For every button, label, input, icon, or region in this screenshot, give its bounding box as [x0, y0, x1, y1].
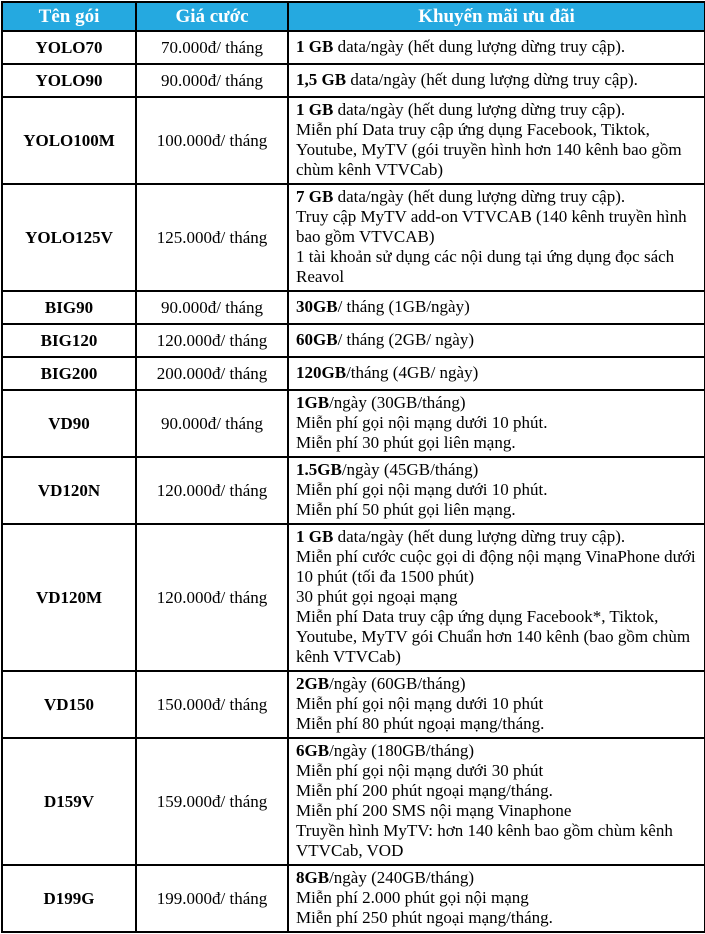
table-row — [2, 324, 705, 357]
promo-line: Miễn phí 200 SMS nội mạng Vinaphone — [296, 801, 572, 820]
price-cell: 159.000đ/ tháng — [136, 738, 288, 865]
promo-line: Miễn phí 30 phút gọi liên mạng. — [296, 433, 516, 452]
table-row — [2, 184, 705, 291]
table-row — [2, 64, 705, 97]
promo-cell — [288, 31, 705, 64]
promo-cell — [288, 357, 705, 390]
promo-line: 7 GB data/ngày (hết dung lượng dừng truy cập). — [296, 187, 626, 206]
promo-data-allowance: 6GB — [296, 741, 330, 760]
price-cell: 150.000đ/ tháng — [136, 671, 288, 738]
promo-line: 1GB/ngày (30GB/tháng) — [296, 393, 466, 412]
promo-line: 120GB/tháng (4GB/ ngày) — [296, 363, 479, 382]
promo-line: Miễn phí Data truy cập ứng dụng Facebook*, Tiktok, Youtube, MyTV gói Chuẩn hơn 140 kênh (bao gồm chùm kênh VTVCab) — [296, 607, 691, 666]
promo-cell — [288, 865, 705, 932]
price-cell: 90.000đ/ tháng — [136, 64, 288, 97]
promo-data-allowance: 120GB — [296, 363, 347, 382]
promo-line: Miễn phí gọi nội mạng dưới 10 phút. — [296, 480, 548, 499]
table-header — [2, 2, 705, 31]
promo-line: 30 phút gọi ngoại mạng — [296, 587, 458, 606]
promo-data-allowance: 1,5 GB — [296, 70, 347, 89]
table-row — [2, 671, 705, 738]
package-name-cell: BIG120 — [2, 324, 136, 357]
promo-line: 6GB/ngày (180GB/tháng) — [296, 741, 475, 760]
package-name-cell: YOLO90 — [2, 64, 136, 97]
promo-line: Miễn phí 2.000 phút gọi nội mạng — [296, 888, 529, 907]
promo-line: Miễn phí 80 phút ngoại mạng/tháng. — [296, 714, 545, 733]
package-name-cell: VD90 — [2, 390, 136, 457]
package-name-cell: D199G — [2, 865, 136, 932]
promo-line: 1,5 GB data/ngày (hết dung lượng dừng truy cập). — [296, 70, 638, 89]
price-cell: 120.000đ/ tháng — [136, 524, 288, 671]
promo-cell — [288, 97, 705, 184]
promo-line: 1 GB data/ngày (hết dung lượng dừng truy cập). — [296, 37, 626, 56]
promo-data-allowance: 2GB — [296, 674, 330, 693]
promo-line: 2GB/ngày (60GB/tháng) — [296, 674, 466, 693]
promo-data-allowance: 8GB — [296, 868, 330, 887]
price-cell: 120.000đ/ tháng — [136, 457, 288, 524]
col-header-promo: Khuyến mãi ưu đãi — [288, 2, 705, 31]
package-name-cell: BIG200 — [2, 357, 136, 390]
promo-line: Miễn phí gọi nội mạng dưới 10 phút. — [296, 413, 548, 432]
promo-line: 1.5GB/ngày (45GB/tháng) — [296, 460, 479, 479]
promo-line: Truy cập MyTV add-on VTVCAB (140 kênh truyền hình bao gồm VTVCAB) — [296, 207, 687, 246]
price-cell: 200.000đ/ tháng — [136, 357, 288, 390]
price-cell: 100.000đ/ tháng — [136, 97, 288, 184]
promo-cell — [288, 738, 705, 865]
promo-line: 60GB/ tháng (2GB/ ngày) — [296, 330, 475, 349]
price-cell: 199.000đ/ tháng — [136, 865, 288, 932]
price-cell: 120.000đ/ tháng — [136, 324, 288, 357]
table-body — [2, 31, 705, 932]
promo-data-allowance: 1.5GB — [296, 460, 342, 479]
promo-cell — [288, 524, 705, 671]
promo-data-allowance: 60GB — [296, 330, 338, 349]
table-row — [2, 390, 705, 457]
table-row — [2, 738, 705, 865]
promo-cell — [288, 390, 705, 457]
promo-line: 1 GB data/ngày (hết dung lượng dừng truy cập). — [296, 100, 626, 119]
promo-line: Miễn phí gọi nội mạng dưới 30 phút — [296, 761, 544, 780]
promo-data-allowance: 30GB — [296, 297, 338, 316]
package-name-cell: D159V — [2, 738, 136, 865]
promo-line: Miễn phí 250 phút ngoại mạng/tháng. — [296, 908, 553, 927]
promo-data-allowance: 7 GB — [296, 187, 334, 206]
promo-line: Truyền hình MyTV: hơn 140 kênh bao gồm chùm kênh VTVCab, VOD — [296, 821, 673, 860]
package-table — [1, 1, 705, 933]
table-row — [2, 357, 705, 390]
promo-line: Miễn phí Data truy cập ứng dụng Facebook, Tiktok, Youtube, MyTV (gói truyền hình hơn 140 kênh bao gồm chùm kênh VTVCab) — [296, 120, 682, 179]
promo-line: 1 tài khoản sử dụng các nội dung tại ứng dụng đọc sách Reavol — [296, 247, 675, 286]
price-cell: 90.000đ/ tháng — [136, 390, 288, 457]
col-header-price: Giá cước — [136, 2, 288, 31]
price-cell: 125.000đ/ tháng — [136, 184, 288, 291]
package-name-cell: VD120M — [2, 524, 136, 671]
promo-cell — [288, 184, 705, 291]
promo-line: Miễn phí 50 phút gọi liên mạng. — [296, 500, 516, 519]
promo-line: Miễn phí cước cuộc gọi di động nội mạng VinaPhone dưới 10 phút (tối đa 1500 phút) — [296, 547, 696, 586]
promo-cell — [288, 291, 705, 324]
promo-data-allowance: 1 GB — [296, 37, 334, 56]
package-name-cell: YOLO70 — [2, 31, 136, 64]
promo-data-allowance: 1GB — [296, 393, 330, 412]
table-row — [2, 457, 705, 524]
promo-cell — [288, 324, 705, 357]
header-row — [2, 2, 705, 31]
promo-line: Miễn phí 200 phút ngoại mạng/tháng. — [296, 781, 553, 800]
price-cell: 90.000đ/ tháng — [136, 291, 288, 324]
price-cell: 70.000đ/ tháng — [136, 31, 288, 64]
promo-line: 8GB/ngày (240GB/tháng) — [296, 868, 475, 887]
table-row — [2, 291, 705, 324]
package-name-cell: YOLO100M — [2, 97, 136, 184]
promo-cell — [288, 64, 705, 97]
package-name-cell: YOLO125V — [2, 184, 136, 291]
promo-cell — [288, 671, 705, 738]
table-row — [2, 524, 705, 671]
promo-line: 30GB/ tháng (1GB/ngày) — [296, 297, 470, 316]
promo-cell — [288, 457, 705, 524]
promo-line: 1 GB data/ngày (hết dung lượng dừng truy cập). — [296, 527, 626, 546]
package-name-cell: BIG90 — [2, 291, 136, 324]
table-row — [2, 31, 705, 64]
promo-line: Miễn phí gọi nội mạng dưới 10 phút — [296, 694, 544, 713]
promo-data-allowance: 1 GB — [296, 527, 334, 546]
table-row — [2, 97, 705, 184]
package-name-cell: VD150 — [2, 671, 136, 738]
package-name-cell: VD120N — [2, 457, 136, 524]
table-row — [2, 865, 705, 932]
promo-data-allowance: 1 GB — [296, 100, 334, 119]
col-header-package-name: Tên gói — [2, 2, 136, 31]
